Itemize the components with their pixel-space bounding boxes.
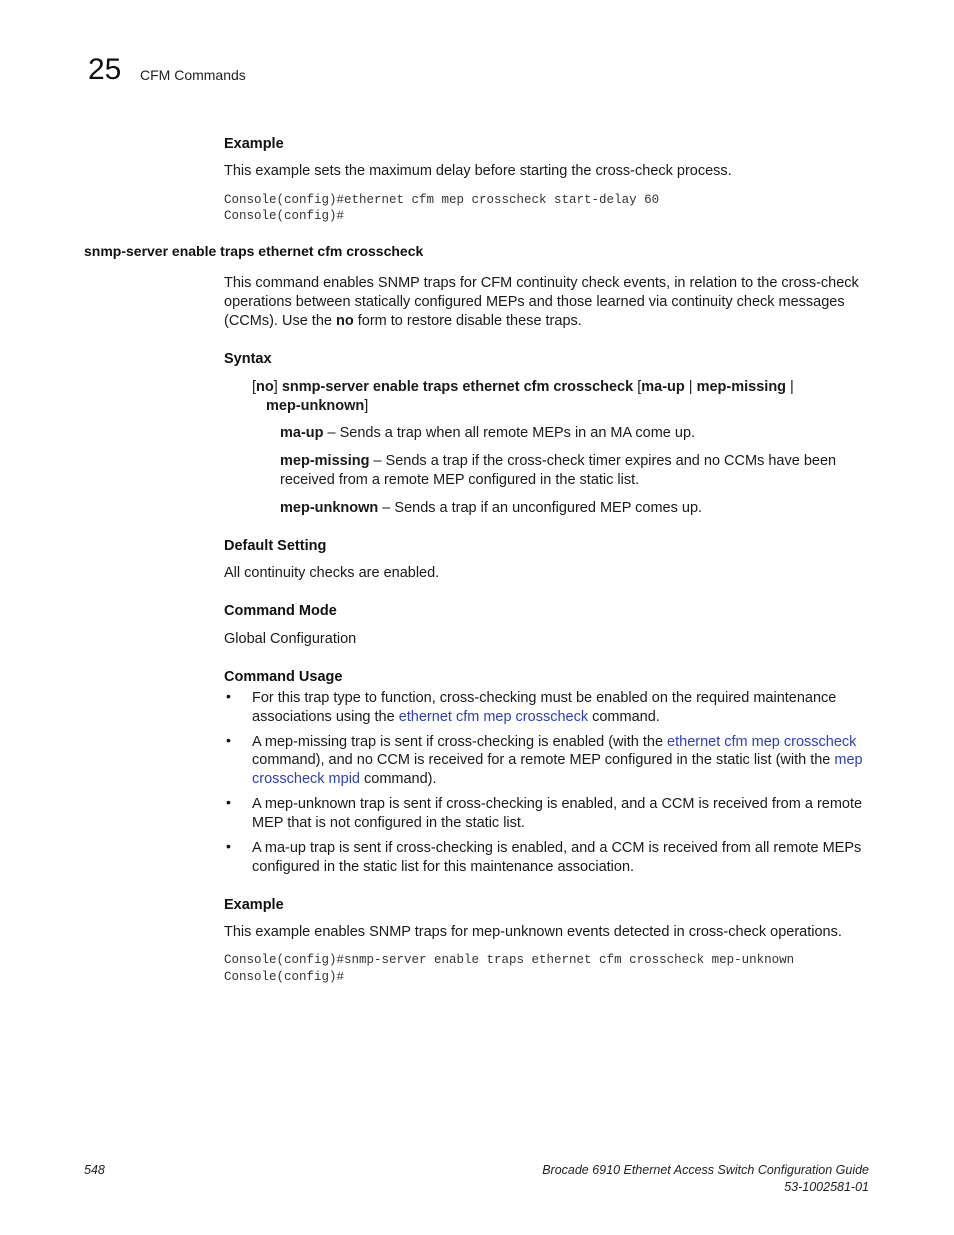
link-mep-crosscheck-mpid[interactable]: mep xyxy=(834,752,863,768)
code-line: Console(config)#snmp-server enable traps ethernet cfm crosscheck mep-unknown xyxy=(224,953,795,967)
chapter-number: 25 xyxy=(88,53,122,86)
syntax-heading: Syntax xyxy=(224,351,272,367)
param-ma-up xyxy=(280,424,695,443)
bullet: • xyxy=(226,838,231,854)
keyword-no: no xyxy=(256,379,274,395)
param-desc: – Sends a trap when all remote MEPs in an MA come up. xyxy=(323,425,696,441)
text-span: command), and no CCM is received for a remote MEP configured in the static list (with the xyxy=(252,752,835,768)
example-text: This example sets the maximum delay before starting the cross-check process. xyxy=(224,163,732,179)
link-mep-crosscheck-mpid[interactable]: crosscheck mpid xyxy=(252,771,360,787)
chapter-title: CFM Commands xyxy=(140,67,246,83)
description-line: operations between statically configured MEPs and those learned via continuity check messages xyxy=(224,294,845,310)
bullet-line: A mep-unknown trap is sent if cross-checking is enabled, and a CCM is received from a remote xyxy=(252,796,863,812)
example-heading: Example xyxy=(224,136,284,152)
text-span: form to restore disable these traps. xyxy=(353,313,582,329)
guide-title: Brocade 6910 Ethernet Access Switch Configuration Guide xyxy=(542,1163,869,1177)
param-desc: – Sends a trap if the cross-check timer expires and no CCMs have been xyxy=(369,453,837,469)
doc-number: 53-1002581-01 xyxy=(784,1180,869,1194)
bracket: [ xyxy=(252,379,257,395)
example-heading: Example xyxy=(224,897,284,913)
bracket: ] xyxy=(364,398,369,414)
keyword-ma-up: ma-up xyxy=(641,379,685,395)
bullet-line: MEP that is not configured in the static list. xyxy=(252,815,525,831)
keyword-mep-missing: mep-missing xyxy=(696,379,787,395)
code-line: Console(config)#ethernet cfm mep crosscheck start-delay 60 xyxy=(224,193,660,207)
param-desc-continued: received from a remote MEP configured in the static list. xyxy=(280,472,640,488)
keyword-mep-unknown: mep-unknown xyxy=(266,398,365,414)
link-ethernet-cfm-mep-crosscheck[interactable]: ethernet cfm mep crosscheck xyxy=(667,734,857,750)
param-name: mep-missing xyxy=(280,453,370,469)
description-line xyxy=(224,312,582,331)
bullet-line xyxy=(252,708,872,727)
command-title: snmp-server enable traps ethernet cfm crosscheck xyxy=(84,243,424,259)
code-line: Console(config)# xyxy=(224,970,345,984)
param-mep-unknown xyxy=(280,499,702,518)
bullet: • xyxy=(226,688,231,704)
default-setting-heading: Default Setting xyxy=(224,538,327,554)
syntax-command: snmp-server enable traps ethernet cfm crosscheck xyxy=(281,379,634,395)
command-usage-heading: Command Usage xyxy=(224,669,343,685)
syntax-line xyxy=(266,397,368,416)
text-span: command). xyxy=(359,771,437,787)
bullet: • xyxy=(226,732,231,748)
text-span: associations using the xyxy=(252,709,399,725)
text-span: command. xyxy=(588,709,660,725)
param-mep-missing xyxy=(280,452,836,471)
text-span: (CCMs). Use the xyxy=(224,313,336,329)
bullet: • xyxy=(226,794,231,810)
code-line: Console(config)# xyxy=(224,209,345,223)
bullet-line xyxy=(252,751,872,770)
example-text: This example enables SNMP traps for mep-unknown events detected in cross-check operations. xyxy=(224,924,842,940)
bullet-line: For this trap type to function, cross-checking must be enabled on the required maintenance xyxy=(252,690,837,706)
param-desc: – Sends a trap if an unconfigured MEP comes up. xyxy=(378,500,703,516)
page-number: 548 xyxy=(84,1163,105,1177)
separator: | xyxy=(684,379,697,395)
default-setting-text: All continuity checks are enabled. xyxy=(224,565,440,581)
bracket: [ xyxy=(633,379,642,395)
syntax-line xyxy=(252,378,794,397)
bullet-line: configured in the static list for this maintenance association. xyxy=(252,859,635,875)
param-name: ma-up xyxy=(280,425,324,441)
bullet-line xyxy=(252,770,872,789)
separator: | xyxy=(786,379,794,395)
command-mode-heading: Command Mode xyxy=(224,603,337,619)
command-mode-text: Global Configuration xyxy=(224,631,357,647)
text-span: A mep-missing trap is sent if cross-checking is enabled (with the xyxy=(252,734,668,750)
bullet-line xyxy=(252,733,872,752)
description-line: This command enables SNMP traps for CFM continuity check events, in relation to the cross-check xyxy=(224,275,859,291)
bracket: ] xyxy=(273,379,282,395)
keyword-no: no xyxy=(336,313,354,329)
link-ethernet-cfm-mep-crosscheck[interactable]: ethernet cfm mep crosscheck xyxy=(398,709,589,725)
bullet-line: A ma-up trap is sent if cross-checking is enabled, and a CCM is received from all remote MEPs xyxy=(252,840,862,856)
param-name: mep-unknown xyxy=(280,500,379,516)
